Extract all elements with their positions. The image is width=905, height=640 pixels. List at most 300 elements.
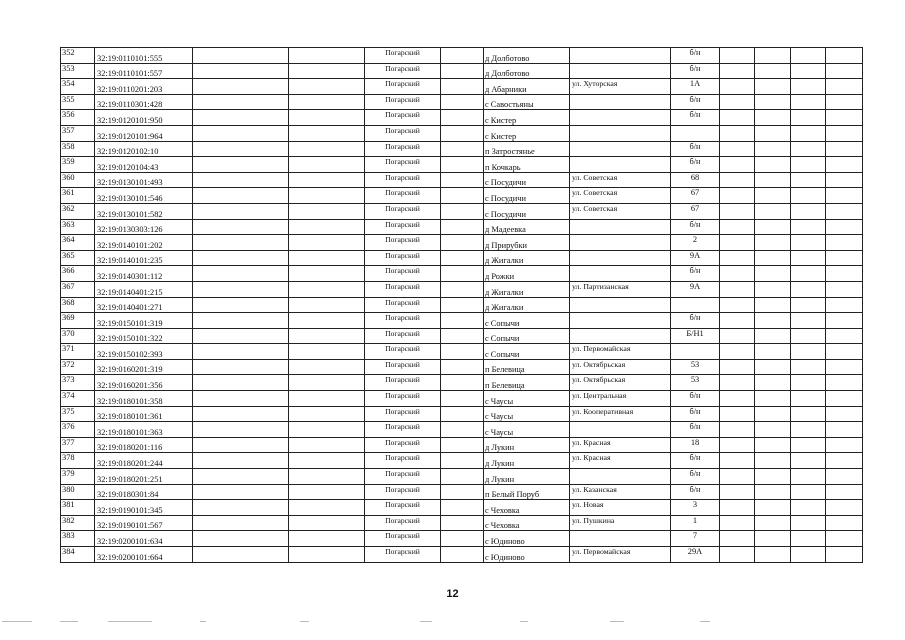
cell-street	[570, 531, 671, 547]
cell-house: б/н	[671, 469, 720, 485]
cell-empty	[441, 110, 484, 126]
cell-number: 367	[61, 281, 95, 297]
cell-empty	[720, 110, 755, 126]
cell-empty	[441, 157, 484, 173]
cell-empty	[720, 172, 755, 188]
cell-empty	[441, 125, 484, 141]
cell-street	[570, 125, 671, 141]
cell-street: ул. Советская	[570, 188, 671, 204]
cell-empty	[826, 437, 863, 453]
cell-house: б/н	[671, 63, 720, 79]
cell-house: 1А	[671, 79, 720, 95]
cell-district: Погарский	[365, 547, 441, 563]
cell-empty	[826, 313, 863, 329]
table-row	[61, 313, 863, 329]
cell-empty	[826, 406, 863, 422]
cell-house	[671, 297, 720, 313]
cell-empty	[826, 484, 863, 500]
cell-empty	[755, 63, 791, 79]
cell-locality: д Прирубки	[484, 235, 570, 251]
cell-empty	[755, 359, 791, 375]
cell-empty	[441, 422, 484, 438]
cell-empty	[791, 297, 826, 313]
cell-empty	[720, 422, 755, 438]
table-row	[61, 328, 863, 344]
cell-district: Погарский	[365, 500, 441, 516]
cell-street: ул. Кооперативная	[570, 406, 671, 422]
cell-empty	[289, 515, 365, 531]
cell-empty	[826, 250, 863, 266]
cell-locality: с Сопычи	[484, 328, 570, 344]
cell-locality: д Лукин	[484, 453, 570, 469]
cell-locality: с Чеховка	[484, 500, 570, 516]
scan-edge-artifact	[0, 621, 905, 627]
cell-empty	[755, 500, 791, 516]
cell-empty	[193, 422, 289, 438]
cell-empty	[791, 94, 826, 110]
cell-empty	[193, 437, 289, 453]
cell-street	[570, 266, 671, 282]
cell-empty	[755, 48, 791, 64]
cell-locality: с Сопычи	[484, 313, 570, 329]
table-row	[61, 359, 863, 375]
cell-street	[570, 328, 671, 344]
cell-number: 374	[61, 391, 95, 407]
cell-empty	[441, 94, 484, 110]
cell-number: 370	[61, 328, 95, 344]
cell-house: 9А	[671, 250, 720, 266]
cell-locality: д Жигалки	[484, 250, 570, 266]
cell-empty	[441, 281, 484, 297]
cell-empty	[720, 141, 755, 157]
cell-empty	[755, 281, 791, 297]
cell-empty	[791, 515, 826, 531]
cell-empty	[441, 48, 484, 64]
table-row	[61, 406, 863, 422]
table-row	[61, 94, 863, 110]
cell-cadastral-number: 32:19:0130101:493	[95, 172, 193, 188]
cell-street: ул. Пушкина	[570, 515, 671, 531]
cell-empty	[193, 63, 289, 79]
cell-number: 377	[61, 437, 95, 453]
cell-empty	[289, 94, 365, 110]
table-row	[61, 375, 863, 391]
cell-locality: с Посудичи	[484, 203, 570, 219]
cell-empty	[289, 375, 365, 391]
cell-street: ул. Октябрьская	[570, 375, 671, 391]
cell-street: ул. Казанская	[570, 484, 671, 500]
cell-empty	[826, 94, 863, 110]
cell-empty	[441, 344, 484, 360]
cell-number: 366	[61, 266, 95, 282]
cell-district: Погарский	[365, 297, 441, 313]
cell-street	[570, 469, 671, 485]
cell-street: ул. Красная	[570, 437, 671, 453]
cell-empty	[720, 391, 755, 407]
cell-empty	[826, 157, 863, 173]
cell-empty	[441, 297, 484, 313]
cell-empty	[441, 437, 484, 453]
cell-empty	[193, 219, 289, 235]
cell-empty	[289, 359, 365, 375]
cell-cadastral-number: 32:19:0160201:356	[95, 375, 193, 391]
cell-empty	[193, 344, 289, 360]
cell-cadastral-number: 32:19:0110301:428	[95, 94, 193, 110]
cell-street: ул. Советская	[570, 203, 671, 219]
cell-empty	[720, 297, 755, 313]
cell-cadastral-number: 32:19:0150101:319	[95, 313, 193, 329]
cell-empty	[826, 453, 863, 469]
cell-empty	[289, 141, 365, 157]
cell-empty	[720, 157, 755, 173]
cell-empty	[289, 203, 365, 219]
cell-empty	[193, 359, 289, 375]
cell-district: Погарский	[365, 469, 441, 485]
cell-house: 3	[671, 500, 720, 516]
cell-cadastral-number: 32:19:0130101:582	[95, 203, 193, 219]
cell-district: Погарский	[365, 63, 441, 79]
cell-locality: п Затростянье	[484, 141, 570, 157]
cell-empty	[441, 515, 484, 531]
cell-cadastral-number: 32:19:0140301:112	[95, 266, 193, 282]
cell-empty	[826, 266, 863, 282]
cell-locality: с Чаусы	[484, 391, 570, 407]
cell-empty	[791, 484, 826, 500]
cell-empty	[441, 547, 484, 563]
cell-empty	[755, 141, 791, 157]
cell-empty	[193, 188, 289, 204]
cell-empty	[791, 63, 826, 79]
cell-locality: п Белый Поруб	[484, 484, 570, 500]
table-row	[61, 484, 863, 500]
cell-empty	[791, 422, 826, 438]
cell-empty	[791, 141, 826, 157]
cell-empty	[289, 422, 365, 438]
table-row	[61, 110, 863, 126]
cell-number: 353	[61, 63, 95, 79]
cell-empty	[720, 63, 755, 79]
cell-empty	[755, 203, 791, 219]
cell-cadastral-number: 32:19:0110201:203	[95, 79, 193, 95]
cell-cadastral-number: 32:19:0140101:235	[95, 250, 193, 266]
table-row	[61, 297, 863, 313]
cell-empty	[826, 531, 863, 547]
cell-house: б/н	[671, 453, 720, 469]
cell-empty	[791, 500, 826, 516]
cell-house: 1	[671, 515, 720, 531]
cell-empty	[193, 500, 289, 516]
cell-locality: с Юдиново	[484, 531, 570, 547]
cell-empty	[755, 250, 791, 266]
cell-empty	[826, 297, 863, 313]
cell-house: б/н	[671, 422, 720, 438]
table-row	[61, 531, 863, 547]
cell-house: 68	[671, 172, 720, 188]
cell-empty	[826, 125, 863, 141]
cell-empty	[826, 422, 863, 438]
cell-cadastral-number: 32:19:0140101:202	[95, 235, 193, 251]
cell-district: Погарский	[365, 235, 441, 251]
cell-empty	[193, 94, 289, 110]
cell-house: б/н	[671, 110, 720, 126]
cell-empty	[193, 297, 289, 313]
cell-number: 380	[61, 484, 95, 500]
cell-number: 371	[61, 344, 95, 360]
cell-empty	[720, 469, 755, 485]
cell-house	[671, 125, 720, 141]
cell-empty	[720, 453, 755, 469]
cell-empty	[755, 219, 791, 235]
cell-cadastral-number: 32:19:0180201:251	[95, 469, 193, 485]
cell-empty	[193, 547, 289, 563]
cell-empty	[441, 172, 484, 188]
cell-empty	[720, 531, 755, 547]
cell-number: 354	[61, 79, 95, 95]
table-row	[61, 391, 863, 407]
cell-number: 379	[61, 469, 95, 485]
cell-empty	[755, 344, 791, 360]
cell-number: 356	[61, 110, 95, 126]
cell-empty	[791, 235, 826, 251]
cell-district: Погарский	[365, 250, 441, 266]
cell-cadastral-number: 32:19:0110101:555	[95, 48, 193, 64]
cell-empty	[791, 453, 826, 469]
cell-empty	[289, 500, 365, 516]
cell-empty	[791, 547, 826, 563]
cell-empty	[755, 110, 791, 126]
cell-empty	[791, 157, 826, 173]
cell-locality: с Юдиново	[484, 547, 570, 563]
cell-empty	[720, 437, 755, 453]
cell-house: 29А	[671, 547, 720, 563]
cell-house: б/н	[671, 266, 720, 282]
table-row	[61, 547, 863, 563]
cell-cadastral-number: 32:19:0120102:10	[95, 141, 193, 157]
cell-house: 9А	[671, 281, 720, 297]
cell-cadastral-number: 32:19:0140401:271	[95, 297, 193, 313]
cell-empty	[755, 266, 791, 282]
table-row	[61, 250, 863, 266]
cell-empty	[826, 500, 863, 516]
cell-locality: с Чаусы	[484, 422, 570, 438]
cell-locality: д Жигалки	[484, 297, 570, 313]
cell-empty	[193, 281, 289, 297]
cell-street	[570, 63, 671, 79]
cell-empty	[791, 172, 826, 188]
cell-district: Погарский	[365, 203, 441, 219]
cell-street: ул. Новая	[570, 500, 671, 516]
cell-cadastral-number: 32:19:0200101:664	[95, 547, 193, 563]
cell-number: 357	[61, 125, 95, 141]
cell-empty	[791, 313, 826, 329]
cell-empty	[441, 203, 484, 219]
cell-empty	[720, 281, 755, 297]
cell-street	[570, 219, 671, 235]
cell-number: 365	[61, 250, 95, 266]
cell-empty	[720, 203, 755, 219]
cell-empty	[826, 547, 863, 563]
cell-district: Погарский	[365, 219, 441, 235]
cell-empty	[193, 406, 289, 422]
cell-empty	[289, 48, 365, 64]
cell-empty	[441, 406, 484, 422]
cell-district: Погарский	[365, 391, 441, 407]
cell-empty	[193, 484, 289, 500]
cell-number: 360	[61, 172, 95, 188]
cell-empty	[826, 375, 863, 391]
cell-empty	[720, 344, 755, 360]
cell-house: б/н	[671, 313, 720, 329]
cell-empty	[791, 110, 826, 126]
cell-empty	[289, 281, 365, 297]
table-row	[61, 188, 863, 204]
cell-empty	[755, 437, 791, 453]
cell-empty	[193, 515, 289, 531]
cell-empty	[289, 188, 365, 204]
cell-district: Погарский	[365, 94, 441, 110]
cell-empty	[289, 157, 365, 173]
cell-empty	[289, 63, 365, 79]
cell-empty	[289, 110, 365, 126]
cell-number: 362	[61, 203, 95, 219]
cell-district: Погарский	[365, 188, 441, 204]
cell-district: Погарский	[365, 453, 441, 469]
cell-empty	[193, 48, 289, 64]
cell-district: Погарский	[365, 515, 441, 531]
cell-number: 364	[61, 235, 95, 251]
table-row	[61, 453, 863, 469]
cell-empty	[791, 125, 826, 141]
cell-locality: с Сопычи	[484, 344, 570, 360]
cell-empty	[755, 391, 791, 407]
cell-empty	[441, 359, 484, 375]
table-row	[61, 500, 863, 516]
cell-empty	[720, 266, 755, 282]
cell-empty	[441, 328, 484, 344]
cell-street: ул. Октябрьская	[570, 359, 671, 375]
cell-district: Погарский	[365, 313, 441, 329]
cell-house: б/н	[671, 141, 720, 157]
cell-street: ул. Партизанская	[570, 281, 671, 297]
cell-house: 67	[671, 203, 720, 219]
cell-empty	[441, 469, 484, 485]
table-row	[61, 437, 863, 453]
cell-house: б/н	[671, 391, 720, 407]
cell-empty	[755, 313, 791, 329]
cell-cadastral-number: 32:19:0180101:361	[95, 406, 193, 422]
table-row	[61, 172, 863, 188]
cell-empty	[755, 375, 791, 391]
table-row	[61, 344, 863, 360]
table-row	[61, 157, 863, 173]
cell-empty	[755, 531, 791, 547]
cell-street: ул. Хуторская	[570, 79, 671, 95]
cell-street: ул. Советская	[570, 172, 671, 188]
cell-cadastral-number: 32:19:0180201:116	[95, 437, 193, 453]
table-row	[61, 281, 863, 297]
table-row	[61, 141, 863, 157]
cell-number: 376	[61, 422, 95, 438]
cell-district: Погарский	[365, 531, 441, 547]
cell-street	[570, 422, 671, 438]
cell-locality: с Кистер	[484, 125, 570, 141]
cell-empty	[441, 219, 484, 235]
cell-empty	[441, 313, 484, 329]
cell-locality: с Кистер	[484, 110, 570, 126]
cell-empty	[826, 63, 863, 79]
cell-street	[570, 110, 671, 126]
cell-empty	[826, 235, 863, 251]
cell-empty	[755, 125, 791, 141]
cell-cadastral-number: 32:19:0200101:634	[95, 531, 193, 547]
cell-number: 363	[61, 219, 95, 235]
cell-locality: д Абарники	[484, 79, 570, 95]
table-row	[61, 219, 863, 235]
cell-locality: п Белевица	[484, 359, 570, 375]
table-row	[61, 203, 863, 219]
cell-locality: с Савостьяны	[484, 94, 570, 110]
cell-house: б/н	[671, 484, 720, 500]
cell-empty	[826, 219, 863, 235]
cell-empty	[791, 188, 826, 204]
cell-empty	[826, 48, 863, 64]
cell-house: 53	[671, 359, 720, 375]
cell-empty	[791, 344, 826, 360]
cell-district: Погарский	[365, 172, 441, 188]
table-row	[61, 266, 863, 282]
cell-cadastral-number: 32:19:0130101:546	[95, 188, 193, 204]
cell-empty	[720, 484, 755, 500]
cell-street	[570, 157, 671, 173]
cell-number: 355	[61, 94, 95, 110]
cell-empty	[791, 391, 826, 407]
cell-street: ул. Центральная	[570, 391, 671, 407]
cell-number: 384	[61, 547, 95, 563]
cell-street	[570, 48, 671, 64]
table-row	[61, 125, 863, 141]
cell-number: 372	[61, 359, 95, 375]
cell-empty	[826, 141, 863, 157]
cell-empty	[289, 266, 365, 282]
cell-empty	[755, 172, 791, 188]
cell-empty	[826, 203, 863, 219]
page-number: 12	[446, 588, 459, 600]
cell-locality: п Белевица	[484, 375, 570, 391]
cell-empty	[755, 297, 791, 313]
cell-house: б/н	[671, 94, 720, 110]
cell-empty	[791, 250, 826, 266]
cell-empty	[441, 141, 484, 157]
cell-empty	[720, 406, 755, 422]
cell-house: 18	[671, 437, 720, 453]
cell-empty	[755, 422, 791, 438]
cell-street	[570, 250, 671, 266]
cell-street: ул. Красная	[570, 453, 671, 469]
cell-locality: д Лукин	[484, 437, 570, 453]
cell-locality: д Мадеевка	[484, 219, 570, 235]
cell-locality: с Посудичи	[484, 188, 570, 204]
cell-district: Погарский	[365, 125, 441, 141]
cell-cadastral-number: 32:19:0110101:557	[95, 63, 193, 79]
table-row	[61, 469, 863, 485]
cell-district: Погарский	[365, 375, 441, 391]
cell-empty	[289, 313, 365, 329]
cell-house	[671, 344, 720, 360]
registry-table-sheet	[60, 47, 862, 563]
cell-cadastral-number: 32:19:0150102:393	[95, 344, 193, 360]
cell-empty	[720, 219, 755, 235]
cell-empty	[289, 406, 365, 422]
